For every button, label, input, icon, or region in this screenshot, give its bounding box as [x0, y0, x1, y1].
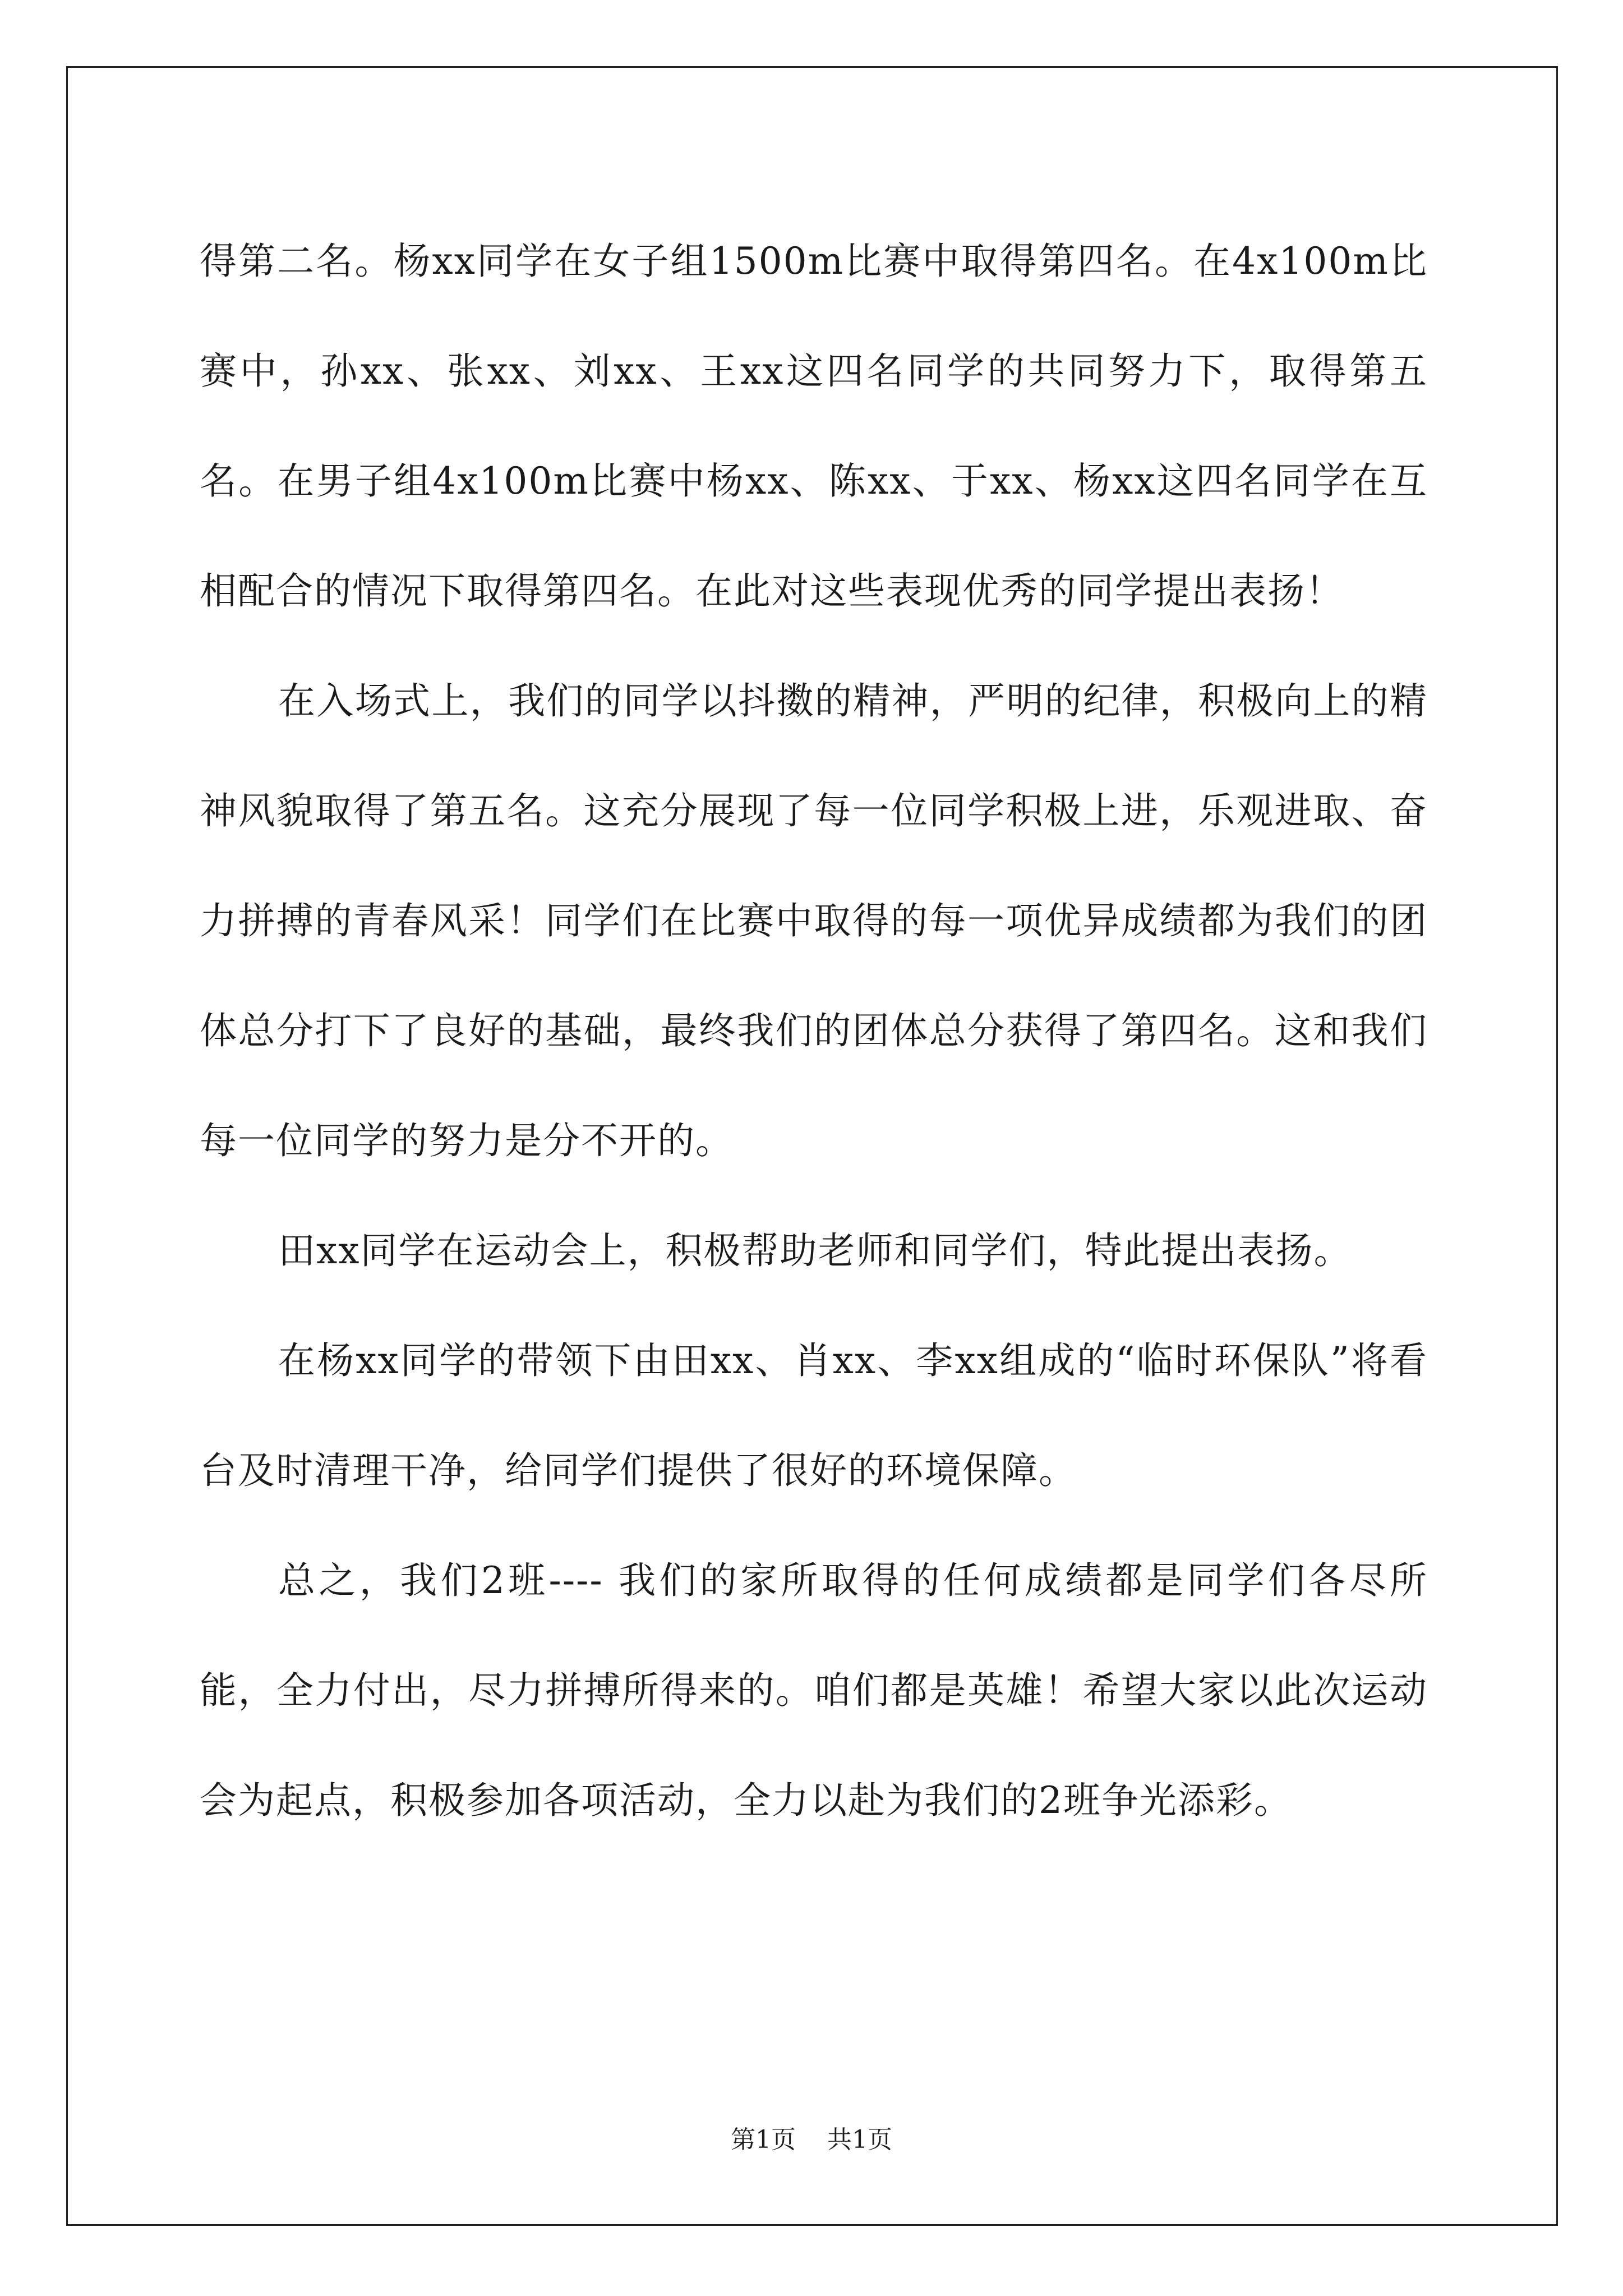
paragraph-helper-praise: 田xx同学在运动会上，积极帮助老师和同学们，特此提出表扬。 — [278, 1229, 1352, 1272]
paragraph-opening-ceremony: 在入场式上，我们的同学以抖擞的精神，严明的纪律，积极向上的精神风貌取得了第五名。这充分展现了每一位同学积极上进，乐观进取、奋力拼搏的青春风采！同学们在比赛中取得的每一项优异成绩都为我们的团体总分打下了良好的基础，最终我们的团体总分获得了第四名。这和我们每一位同学的努力是分不开的。 — [200, 679, 1428, 1162]
paragraph-awards: 得第二名。杨xx同学在女子组1500m比赛中取得第四名。在4x100m比赛中，孙xx、张xx、刘xx、王xx这四名同学的共同努力下，取得第五名。在男子组4x100m比赛中杨xx、陈xx、于xx、杨xx这四名同学在互相配合的情况下取得第四名。在此对这些表现优秀的同学提出表扬！ — [200, 240, 1428, 613]
page-number: 第1页 — [731, 2125, 796, 2154]
page-footer — [0, 2124, 1623, 2156]
page-total: 共1页 — [827, 2125, 892, 2154]
paragraph-conclusion: 总之，我们2班---- 我们的家所取得的任何成绩都是同学们各尽所能，全力付出，尽力拼搏所得来的。咱们都是英雄！希望大家以此次运动会为起点，积极参加各项活动，全力以赴为我们的2班争光添彩。 — [200, 1559, 1428, 1822]
paragraph-eco-team: 在杨xx同学的带领下由田xx、肖xx、李xx组成的“临时环保队”将看台及时清理干净，给同学们提供了很好的环境保障。 — [200, 1339, 1428, 1492]
document-body — [200, 206, 1428, 1856]
